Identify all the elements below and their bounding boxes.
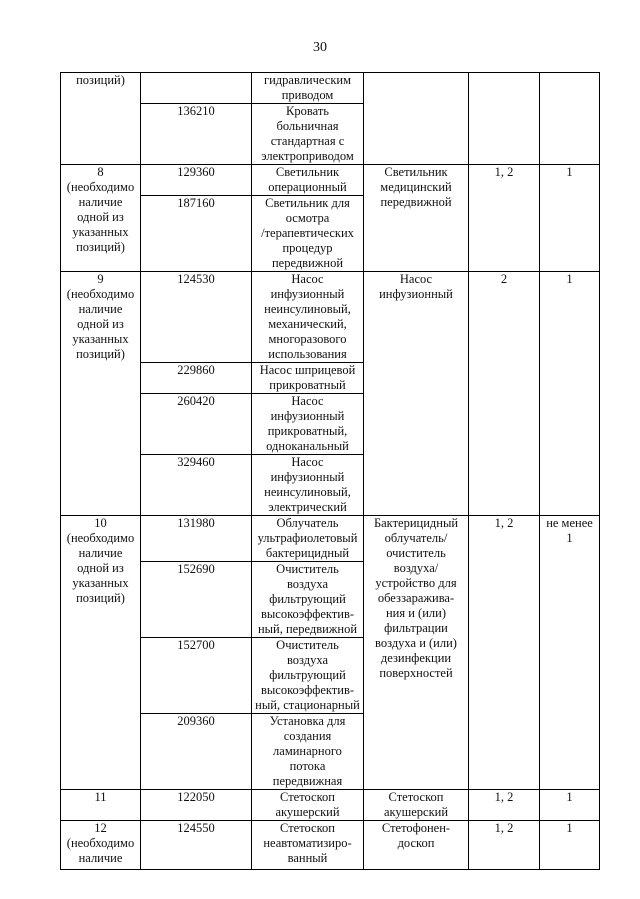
item-name-text: потока xyxy=(289,759,326,773)
equipment-name-cell xyxy=(364,272,469,516)
code-cell: 152690 xyxy=(141,562,252,638)
item-name-cell xyxy=(252,73,364,104)
group-number-text: позиций) xyxy=(76,591,125,605)
group-number-text: (необходимо xyxy=(66,531,135,545)
item-name-cell xyxy=(252,516,364,562)
quantity-cell xyxy=(540,516,600,790)
item-name-text: Насос xyxy=(291,272,324,286)
table-row xyxy=(61,821,600,870)
item-name-cell xyxy=(252,790,364,821)
equipment-name-cell xyxy=(364,821,469,870)
equipment-name-text: Бактерицидный xyxy=(373,516,459,530)
equipment-table xyxy=(60,72,600,870)
equipment-name-text: фильтрации xyxy=(384,621,448,635)
equipment-name-text: инфузионный xyxy=(379,287,453,301)
item-name-text: Стетоскоп xyxy=(280,821,335,835)
group-number-text: указанных xyxy=(72,332,129,346)
item-name-text: многоразового xyxy=(268,332,347,346)
equipment-name-text: ния и (или) xyxy=(385,606,446,620)
equipment-name-text: передвижной xyxy=(380,195,452,209)
equipment-name-text: доскоп xyxy=(397,836,435,850)
quantity-cell xyxy=(540,73,600,165)
item-name-text: инфузионный xyxy=(270,470,345,484)
group-number-text: одной из xyxy=(77,210,124,224)
item-name-text: Насос xyxy=(291,394,324,408)
item-name-text: неинсулиновый, xyxy=(264,302,351,316)
item-name-text: создания xyxy=(283,729,332,743)
equipment-name-cell xyxy=(364,790,469,821)
item-name-text: гидравлическим xyxy=(263,73,351,87)
equipment-name-text: очиститель xyxy=(386,546,446,560)
item-name-text: операционный xyxy=(268,180,347,194)
equipment-name-text: устройство для xyxy=(375,576,457,590)
group-number-text: 10 xyxy=(94,516,107,530)
group-number-text: (необходимо xyxy=(66,180,135,194)
code-cell: 209360 xyxy=(141,714,252,790)
item-name-text: воздуха xyxy=(286,577,329,591)
equipment-name-cell xyxy=(364,73,469,165)
item-name-text: электрический xyxy=(268,500,347,514)
item-name-text: высокоэффектив- xyxy=(260,607,355,621)
group-number-text: позиций) xyxy=(76,240,125,254)
item-name-text: Кровать xyxy=(286,104,329,118)
quantity-cell xyxy=(540,821,600,870)
group-number-text: одной из xyxy=(77,561,124,575)
group-number-text: наличие xyxy=(78,851,123,865)
item-name-cell xyxy=(252,165,364,196)
group-number-text: наличие xyxy=(78,546,123,560)
code-cell: 122050 xyxy=(141,790,252,821)
item-name-text: передвижной xyxy=(271,256,344,270)
equipment-name-text: Стетоскоп xyxy=(388,790,444,804)
equipment-name-text: акушерский xyxy=(383,805,449,819)
requirement-cell: 1, 2 xyxy=(469,790,540,821)
group-number-cell xyxy=(61,821,141,870)
item-name-text: электроприводом xyxy=(261,149,354,163)
equipment-name-text: Стетофонен- xyxy=(381,821,451,835)
item-name-text: /терапевтических xyxy=(261,226,354,240)
quantity-text: 1 xyxy=(566,790,573,804)
item-name-text: Очиститель xyxy=(276,562,339,576)
table-row xyxy=(61,272,600,363)
group-number-cell xyxy=(61,73,141,165)
quantity-text: 1 xyxy=(566,821,573,835)
item-name-text: Насос шприцевой xyxy=(259,363,356,377)
item-name-text: ный, передвижной xyxy=(257,622,358,636)
item-name-text: неавтоматизиро- xyxy=(263,836,352,850)
quantity-text: 1 xyxy=(566,165,573,179)
item-name-text: Светильник xyxy=(275,165,340,179)
equipment-name-text: Светильник xyxy=(384,165,448,179)
requirement-cell: 2 xyxy=(469,272,540,516)
code-cell: 124550 xyxy=(141,821,252,870)
group-number-text: указанных xyxy=(72,576,129,590)
requirement-cell: 1, 2 xyxy=(469,516,540,790)
code-cell: 187160 xyxy=(141,196,252,272)
equipment-name-text: воздуха/ xyxy=(393,561,439,575)
item-name-text: ванный xyxy=(287,851,328,865)
code-cell: 131980 xyxy=(141,516,252,562)
code-cell: 124530 xyxy=(141,272,252,363)
item-name-cell xyxy=(252,394,364,455)
group-number-text: позиций) xyxy=(76,347,125,361)
item-name-text: использования xyxy=(268,347,347,361)
group-number-cell xyxy=(61,272,141,516)
requirement-cell xyxy=(469,73,540,165)
item-name-text: Очиститель xyxy=(276,638,339,652)
item-name-text: фильтрующий xyxy=(269,592,346,606)
group-number-text: (необходимо xyxy=(66,836,135,850)
item-name-text: Насос xyxy=(291,455,324,469)
group-number-text: указанных xyxy=(72,225,129,239)
equipment-name-text: Насос xyxy=(399,272,433,286)
group-number-cell xyxy=(61,165,141,272)
equipment-name-text: обеззаражива- xyxy=(377,591,455,605)
requirement-cell: 1, 2 xyxy=(469,165,540,272)
code-cell: 129360 xyxy=(141,165,252,196)
group-number-text: позиций) xyxy=(76,73,125,87)
group-number-text: одной из xyxy=(77,317,124,331)
equipment-name-text: медицинский xyxy=(380,180,452,194)
equipment-name-text: поверхностей xyxy=(379,666,453,680)
item-name-text: осмотра xyxy=(285,211,330,225)
page-number: 30 xyxy=(313,40,327,55)
item-name-cell xyxy=(252,104,364,165)
group-number-cell xyxy=(61,790,141,821)
item-name-text: Установка для xyxy=(269,714,346,728)
item-name-text: воздуха xyxy=(286,653,329,667)
item-name-text: прикроватный, xyxy=(267,424,348,438)
item-name-text: Облучатель xyxy=(276,516,339,530)
requirement-cell: 1, 2 xyxy=(469,821,540,870)
item-name-text: одноканальный xyxy=(266,439,349,453)
item-name-text: ультрафиолетовый xyxy=(257,531,358,545)
item-name-text: процедур xyxy=(282,241,333,255)
table-row xyxy=(61,790,600,821)
quantity-text: 1 xyxy=(566,531,573,545)
code-cell: 229860 xyxy=(141,363,252,394)
group-number-text: (необходимо xyxy=(66,287,135,301)
group-number-text: 9 xyxy=(97,272,104,286)
equipment-name-text: воздуха и (или) xyxy=(375,636,457,650)
item-name-cell xyxy=(252,272,364,363)
equipment-name-text: дезинфекции xyxy=(380,651,452,665)
item-name-text: неинсулиновый, xyxy=(264,485,351,499)
item-name-cell xyxy=(252,714,364,790)
item-name-text: высокоэффектив- xyxy=(260,683,355,697)
equipment-name-text: облучатель/ xyxy=(384,531,448,545)
code-cell: 260420 xyxy=(141,394,252,455)
group-number-text: наличие xyxy=(78,302,123,316)
item-name-text: больничная xyxy=(276,119,339,133)
item-name-text: прикроватный xyxy=(269,378,346,392)
quantity-text: 1 xyxy=(566,272,573,286)
item-name-text: инфузионный xyxy=(270,287,345,301)
table-row xyxy=(61,73,600,104)
equipment-name-cell xyxy=(364,516,469,790)
item-name-text: Светильник для xyxy=(265,196,350,210)
code-cell: 136210 xyxy=(141,104,252,165)
table-row xyxy=(61,516,600,562)
item-name-text: стандартная с xyxy=(270,134,345,148)
quantity-text: не менее xyxy=(546,516,593,530)
group-number-text: 11 xyxy=(94,790,107,804)
item-name-text: ный, стационарный xyxy=(255,698,360,712)
code-cell: 152700 xyxy=(141,638,252,714)
equipment-name-cell xyxy=(364,165,469,272)
item-name-text: Стетоскоп xyxy=(280,790,335,804)
item-name-cell xyxy=(252,455,364,516)
item-name-cell xyxy=(252,638,364,714)
item-name-cell xyxy=(252,363,364,394)
table-row xyxy=(61,165,600,196)
item-name-cell xyxy=(252,821,364,870)
code-cell: 329460 xyxy=(141,455,252,516)
item-name-text: фильтрующий xyxy=(269,668,346,682)
item-name-text: передвижная xyxy=(272,774,343,788)
item-name-cell xyxy=(252,562,364,638)
quantity-cell xyxy=(540,790,600,821)
group-number-text: 8 xyxy=(97,165,104,179)
item-name-cell xyxy=(252,196,364,272)
group-number-text: 12 xyxy=(94,821,107,835)
quantity-cell xyxy=(540,165,600,272)
item-name-text: ламинарного xyxy=(273,744,342,758)
item-name-text: акушерский xyxy=(275,805,340,819)
item-name-text: бактерицидный xyxy=(265,546,350,560)
item-name-text: приводом xyxy=(281,88,334,102)
item-name-text: механический, xyxy=(268,317,347,331)
code-cell xyxy=(141,73,252,104)
group-number-text: наличие xyxy=(78,195,123,209)
group-number-cell xyxy=(61,516,141,790)
item-name-text: инфузионный xyxy=(270,409,345,423)
quantity-cell xyxy=(540,272,600,516)
